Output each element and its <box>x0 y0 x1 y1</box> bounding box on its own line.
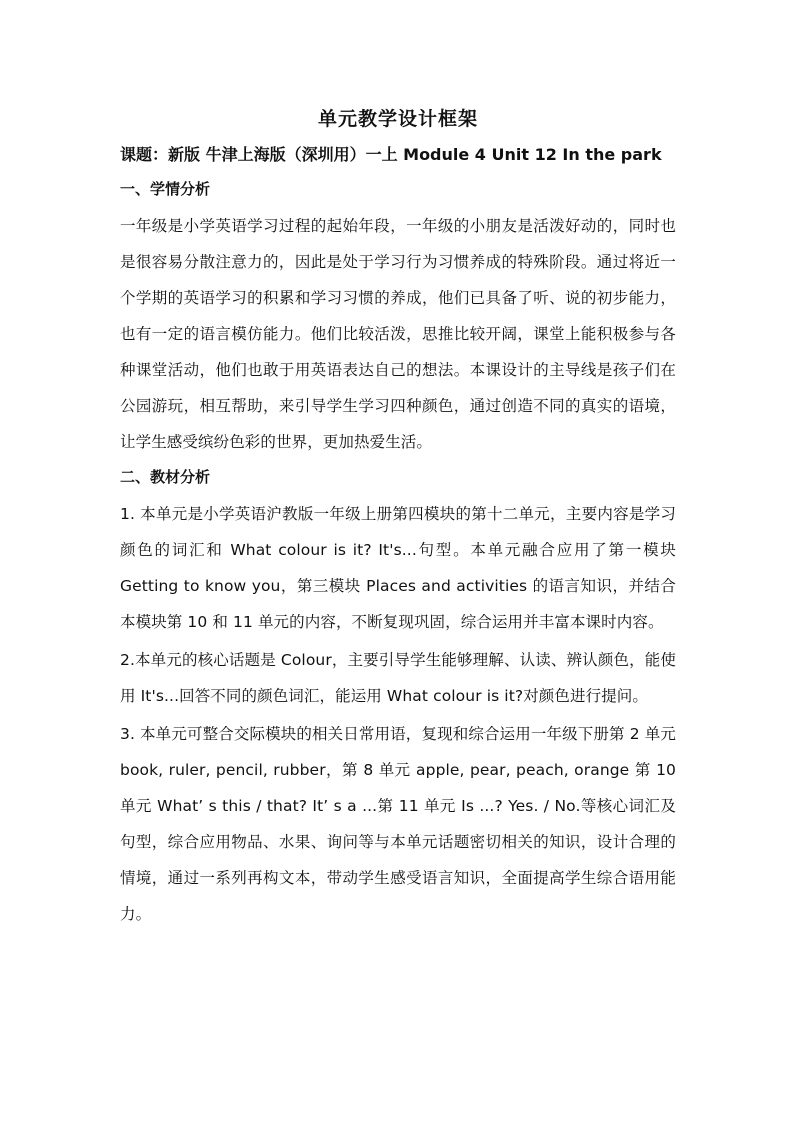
section-heading-material-analysis: 二、教材分析 <box>120 468 211 486</box>
material-analysis-paragraph-3: 3. 本单元可整合交际模块的相关日常用语，复现和综合运用一年级下册第 2 单元 book, ruler, pencil, rubber，第 8 单元 apple, pear, peach, orange 第 10 单元 What’ s this / that? It’ s a ...第 11 单元 Is ...? Yes. / No.等核心词汇及句型，综合应用物品、水果、询问等与本单元话题密切相关的知识，设计合理的情境，通过一系列再构文本，带动学生感受语言知识，全面提高学生综合语用能力。 <box>120 725 676 923</box>
material-analysis-paragraph-2: 2.本单元的核心话题是 Colour，主要引导学生能够理解、认读、辨认颜色，能使用 It's...回答不同的颜色词汇，能运用 What colour is it?对颜色进行提问。 <box>120 651 676 705</box>
lesson-topic: 课题：新版 牛津上海版（深圳用）一上 Module 4 Unit 12 In the park <box>120 145 662 164</box>
document-content <box>120 104 676 934</box>
material-analysis-paragraph-1: 1. 本单元是小学英语沪教版一年级上册第四模块的第十二单元，主要内容是学习颜色的词汇和 What colour is it? It's...句型。本单元融合应用了第一模块 Getting to know you，第三模块 Places and activities 的语言知识，并结合本模块第 10 和 11 单元的内容，不断复现巩固，综合运用并丰富本课时内容。 <box>120 505 676 631</box>
student-analysis-paragraph: 一年级是小学英语学习过程的起始年段，一年级的小朋友是活泼好动的，同时也是很容易分散注意力的，因此是处于学习行为习惯养成的特殊阶段。通过将近一个学期的英语学习的积累和学习习惯的养成，他们已具备了听、说的初步能力，也有一定的语言模仿能力。他们比较活泼，思推比较开阔，课堂上能积极参与各种课堂活动，他们也敢于用英语表达自己的想法。本课设计的主导线是孩子们在公园游玩，相互帮助，来引导学生学习四种颜色，通过创造不同的真实的语境，让学生感受缤纷色彩的世界，更加热爱生活。 <box>120 217 676 451</box>
document-title: 单元教学设计框架 <box>317 108 478 130</box>
section-heading-student-analysis: 一、学情分析 <box>120 180 211 198</box>
